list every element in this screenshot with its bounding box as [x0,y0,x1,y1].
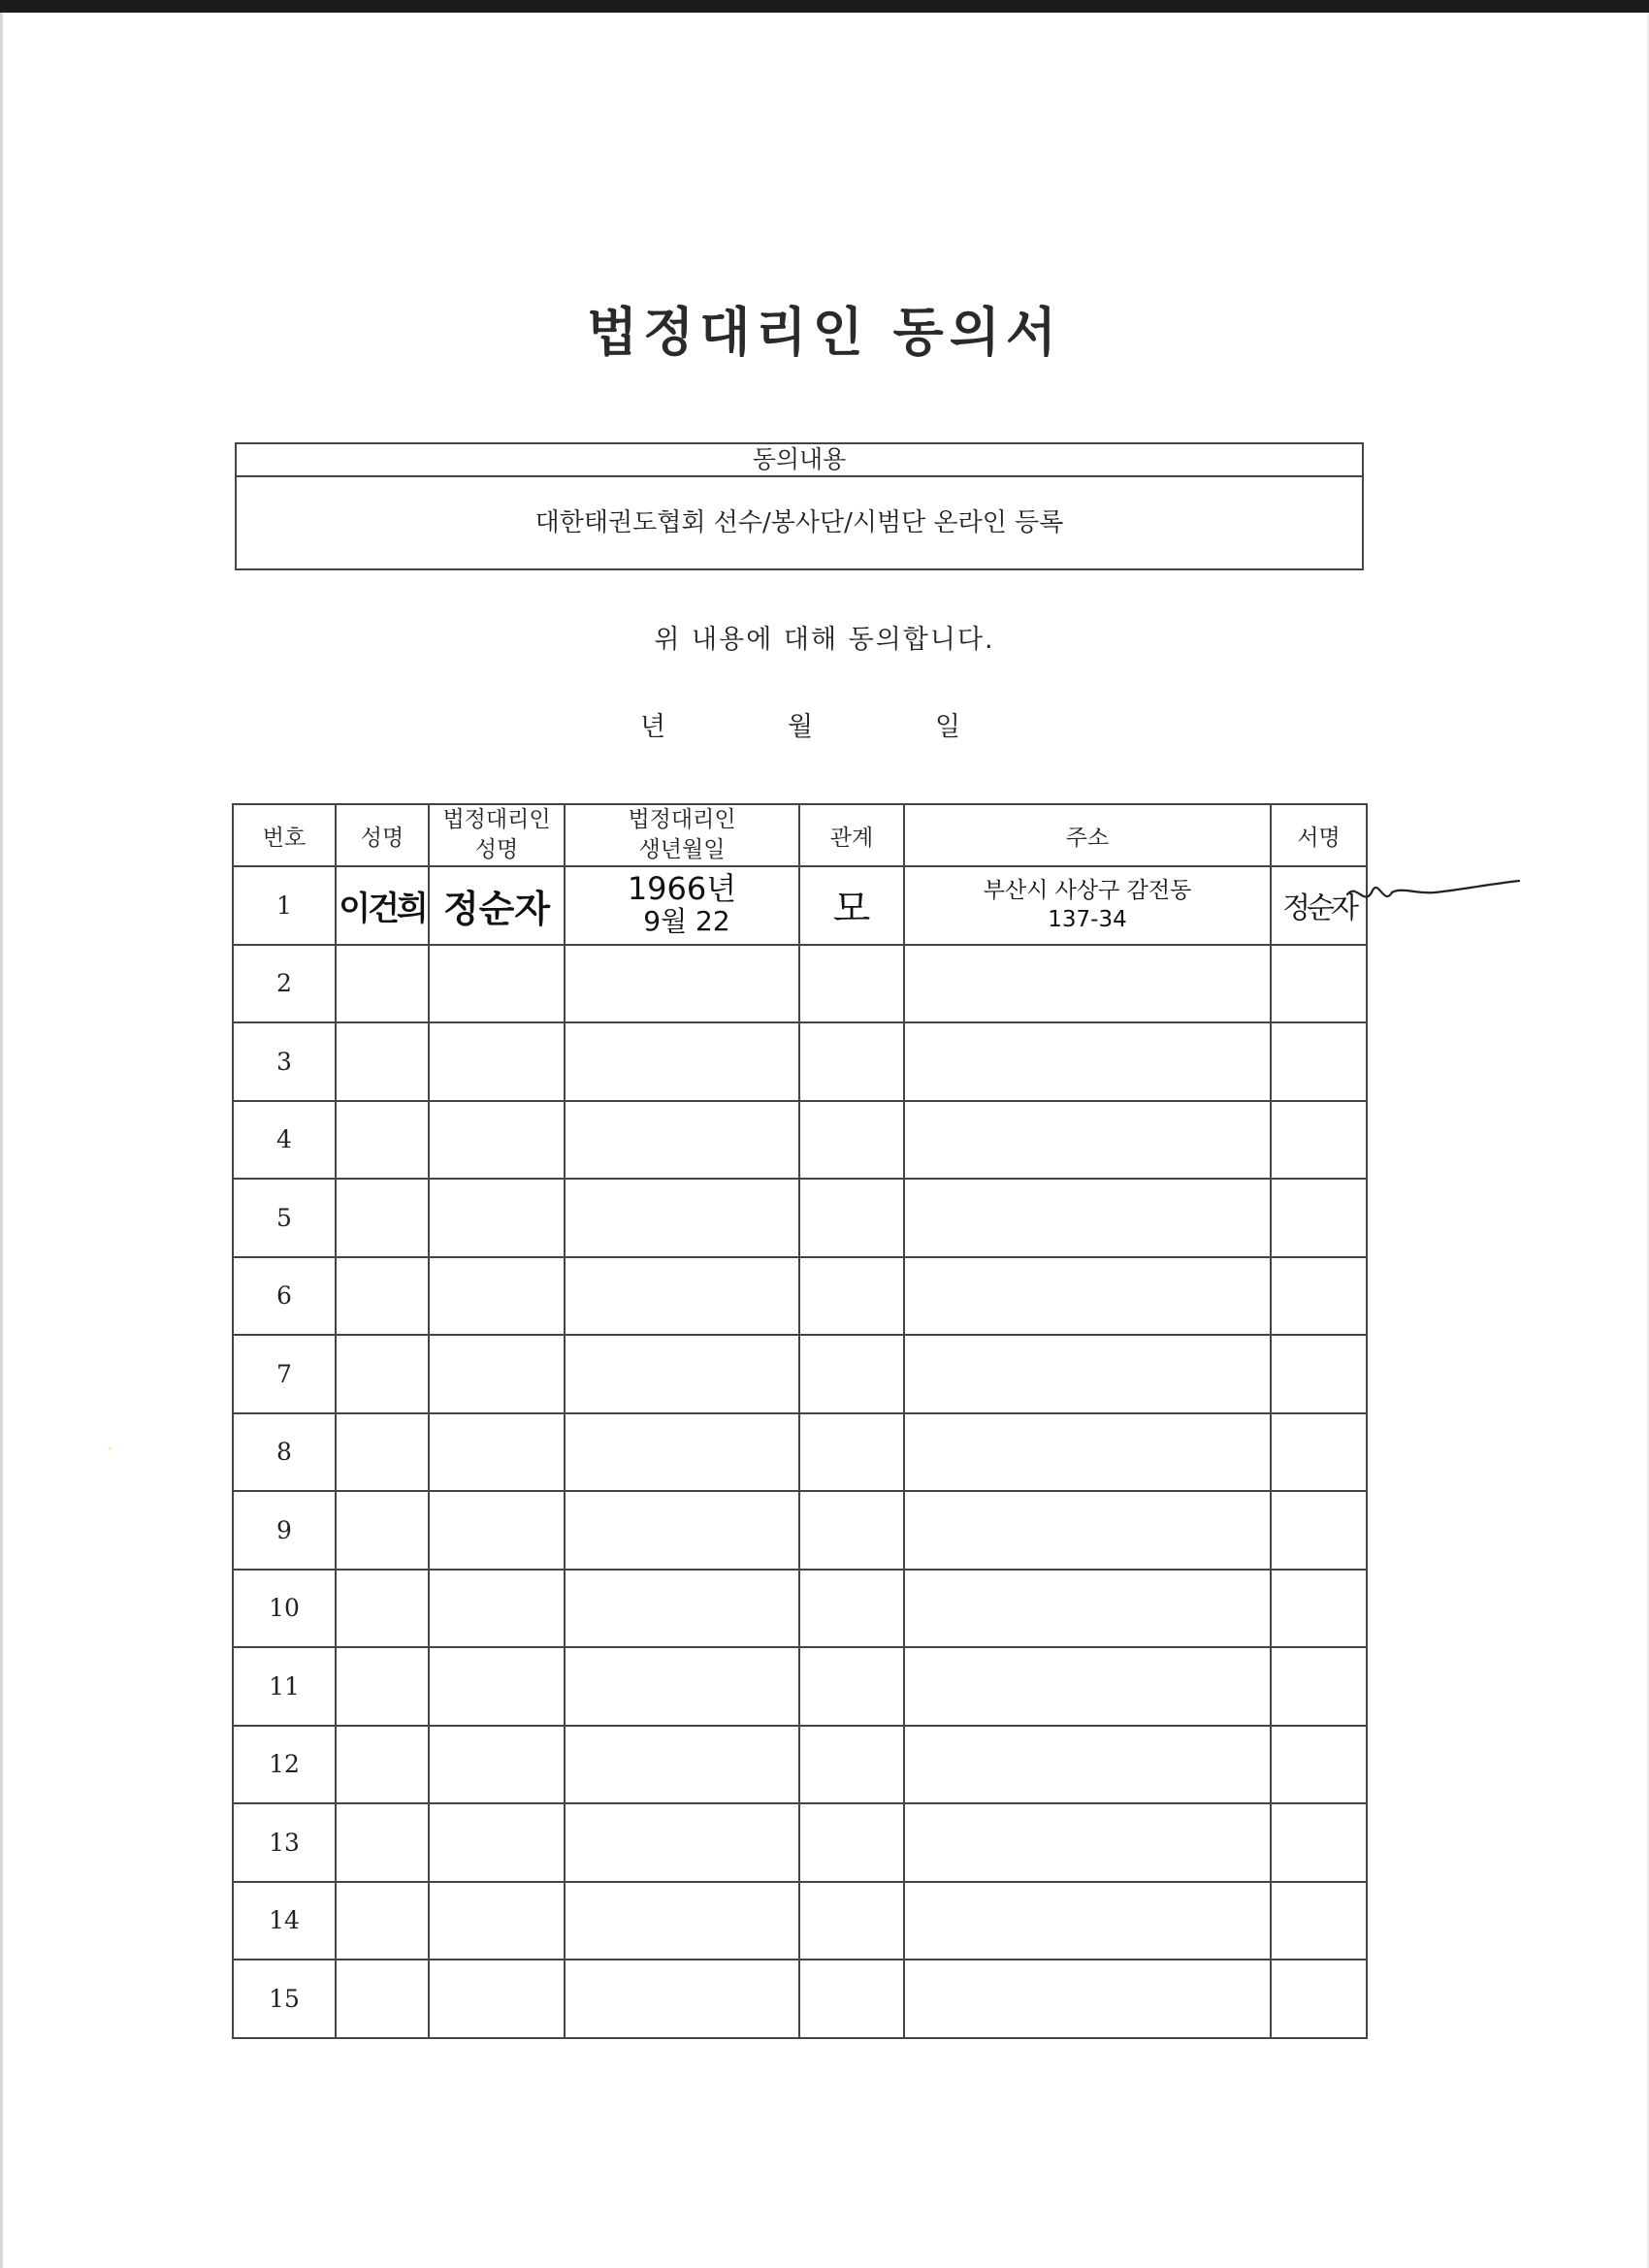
empty-cell [565,1022,799,1101]
empty-cell [565,1647,799,1726]
empty-cell [904,1335,1271,1413]
empty-cell [799,1647,904,1726]
empty-cell [565,1960,799,2038]
table-header-row [233,804,1367,866]
empty-cell [336,1022,429,1101]
empty-cell [799,1570,904,1648]
empty-cell [565,1882,799,1960]
empty-cell [336,1335,429,1413]
handwritten-guardian-name: 정순자 [442,887,551,930]
date-day-label: 일 [935,712,961,742]
row-number: 10 [233,1570,336,1648]
empty-cell [904,1726,1271,1804]
handwritten-signature: 정순자 [1282,891,1355,926]
table-row [233,1257,1367,1336]
handwritten-student-name: 이건희 [339,889,426,928]
header-relation: 관계 [799,804,904,866]
header-guardian-dob-line2: 생년월일 [638,837,726,862]
empty-cell [799,1413,904,1492]
dob-year-text: 1966년 [627,870,737,908]
student-name-cell [336,866,429,945]
empty-cell [904,1960,1271,2038]
empty-cell [904,945,1271,1023]
empty-cell [799,1101,904,1180]
empty-cell [429,1179,565,1257]
consent-content-body: 대한태권도협회 선수/봉사단/시범단 온라인 등록 [534,508,1064,537]
empty-cell [429,1570,565,1648]
empty-cell [904,1413,1271,1492]
date-year-label: 년 [640,712,666,742]
empty-cell [799,1726,904,1804]
dob-monthday-text: 9월 22 [643,905,730,938]
table-row [233,1022,1367,1101]
empty-cell [429,1803,565,1882]
empty-cell [1271,1179,1367,1257]
table-row [233,1960,1367,2038]
empty-cell [1271,1882,1367,1960]
header-guardian-dob [565,804,799,866]
relation-cell [799,866,904,945]
row-number: 2 [233,945,336,1023]
empty-cell [429,1726,565,1804]
header-guardian-dob-line1: 법정대리인 [628,807,736,832]
empty-cell [429,1257,565,1336]
handwritten-dob-monthday [566,905,798,938]
empty-cell [565,1570,799,1648]
empty-cell [1271,1803,1367,1882]
empty-cell [429,1101,565,1180]
empty-cell [1271,1726,1367,1804]
empty-cell [904,1647,1271,1726]
table-row [233,1335,1367,1413]
handwritten-relation: 모 [832,886,871,931]
signature-cell [1271,866,1367,945]
table-row [233,945,1367,1023]
document-title: 법정대리인 동의서 [586,301,1063,363]
empty-cell [336,1960,429,2038]
empty-cell [336,1570,429,1648]
consent-content-header: 동의내용 [237,444,1362,477]
header-name: 성명 [336,804,429,866]
row-number: 1 [233,866,336,945]
header-guardian-name-line1: 법정대리인 [442,807,551,832]
row-number: 15 [233,1960,336,2038]
empty-cell [565,1257,799,1336]
handwritten-address-line1: 부산시 사상구 감전동 [983,878,1192,904]
empty-cell [1271,1413,1367,1492]
empty-cell [565,1491,799,1570]
table-row [233,1179,1367,1257]
date-month-label: 월 [788,712,814,742]
header-number: 번호 [233,804,336,866]
guardian-roster-table [232,803,1368,2039]
agreement-statement: 위 내용에 대해 동의합니다. [654,625,995,655]
scan-top-edge [0,0,1649,13]
empty-cell [799,945,904,1023]
empty-cell [904,1257,1271,1336]
empty-cell [565,1726,799,1804]
consent-content-box [235,442,1364,570]
empty-cell [336,945,429,1023]
empty-cell [1271,1335,1367,1413]
empty-cell [799,1335,904,1413]
table-row [233,866,1367,945]
signature-scribble [1272,865,1524,943]
empty-cell [565,1335,799,1413]
header-address: 주소 [904,804,1271,866]
row-number: 9 [233,1491,336,1570]
empty-cell [336,1803,429,1882]
empty-cell [565,1803,799,1882]
empty-cell [1271,1022,1367,1101]
empty-cell [799,1491,904,1570]
empty-cell [565,1413,799,1492]
table-row [233,1882,1367,1960]
header-guardian-name-line2: 성명 [474,837,519,862]
row-number: 8 [233,1413,336,1492]
header-guardian-name [429,804,565,866]
table-row [233,1413,1367,1492]
empty-cell [799,1882,904,1960]
table-row [233,1647,1367,1726]
handwritten-address-line2: 137-34 [1048,907,1127,933]
empty-cell [429,1960,565,2038]
row-number: 14 [233,1882,336,1960]
row-number: 3 [233,1022,336,1101]
address-cell [904,866,1271,945]
empty-cell [799,1803,904,1882]
empty-cell [336,1179,429,1257]
empty-cell [336,1491,429,1570]
row-number: 7 [233,1335,336,1413]
empty-cell [799,1179,904,1257]
empty-cell [904,1491,1271,1570]
guardian-name-cell [429,866,565,945]
row-number: 12 [233,1726,336,1804]
empty-cell [336,1413,429,1492]
empty-cell [904,1179,1271,1257]
table-row [233,1803,1367,1882]
empty-cell [1271,1960,1367,2038]
row-number: 11 [233,1647,336,1726]
empty-cell [904,1022,1271,1101]
empty-cell [336,1647,429,1726]
table-row [233,1101,1367,1180]
empty-cell [1271,945,1367,1023]
table-row [233,1570,1367,1648]
empty-cell [1271,1101,1367,1180]
empty-cell [336,1101,429,1180]
empty-cell [429,1413,565,1492]
row-number: 6 [233,1257,336,1336]
empty-cell [1271,1570,1367,1648]
empty-cell [1271,1257,1367,1336]
table-row [233,1491,1367,1570]
empty-cell [429,945,565,1023]
empty-cell [336,1257,429,1336]
empty-cell [799,1960,904,2038]
empty-cell [904,1101,1271,1180]
empty-cell [799,1257,904,1336]
empty-cell [336,1882,429,1960]
empty-cell [336,1726,429,1804]
row-number: 4 [233,1101,336,1180]
empty-cell [429,1882,565,1960]
empty-cell [904,1882,1271,1960]
scan-dust-speck [109,1447,112,1450]
row-number: 13 [233,1803,336,1882]
empty-cell [904,1803,1271,1882]
empty-cell [1271,1647,1367,1726]
empty-cell [904,1570,1271,1648]
empty-cell [429,1491,565,1570]
empty-cell [565,1101,799,1180]
empty-cell [429,1022,565,1101]
guardian-dob-cell [565,866,799,945]
empty-cell [565,945,799,1023]
handwritten-dob-year [566,870,798,908]
empty-cell [429,1647,565,1726]
table-row [233,1726,1367,1804]
empty-cell [1271,1491,1367,1570]
header-signature: 서명 [1271,804,1367,866]
empty-cell [565,1179,799,1257]
empty-cell [799,1022,904,1101]
row-number: 5 [233,1179,336,1257]
empty-cell [429,1335,565,1413]
